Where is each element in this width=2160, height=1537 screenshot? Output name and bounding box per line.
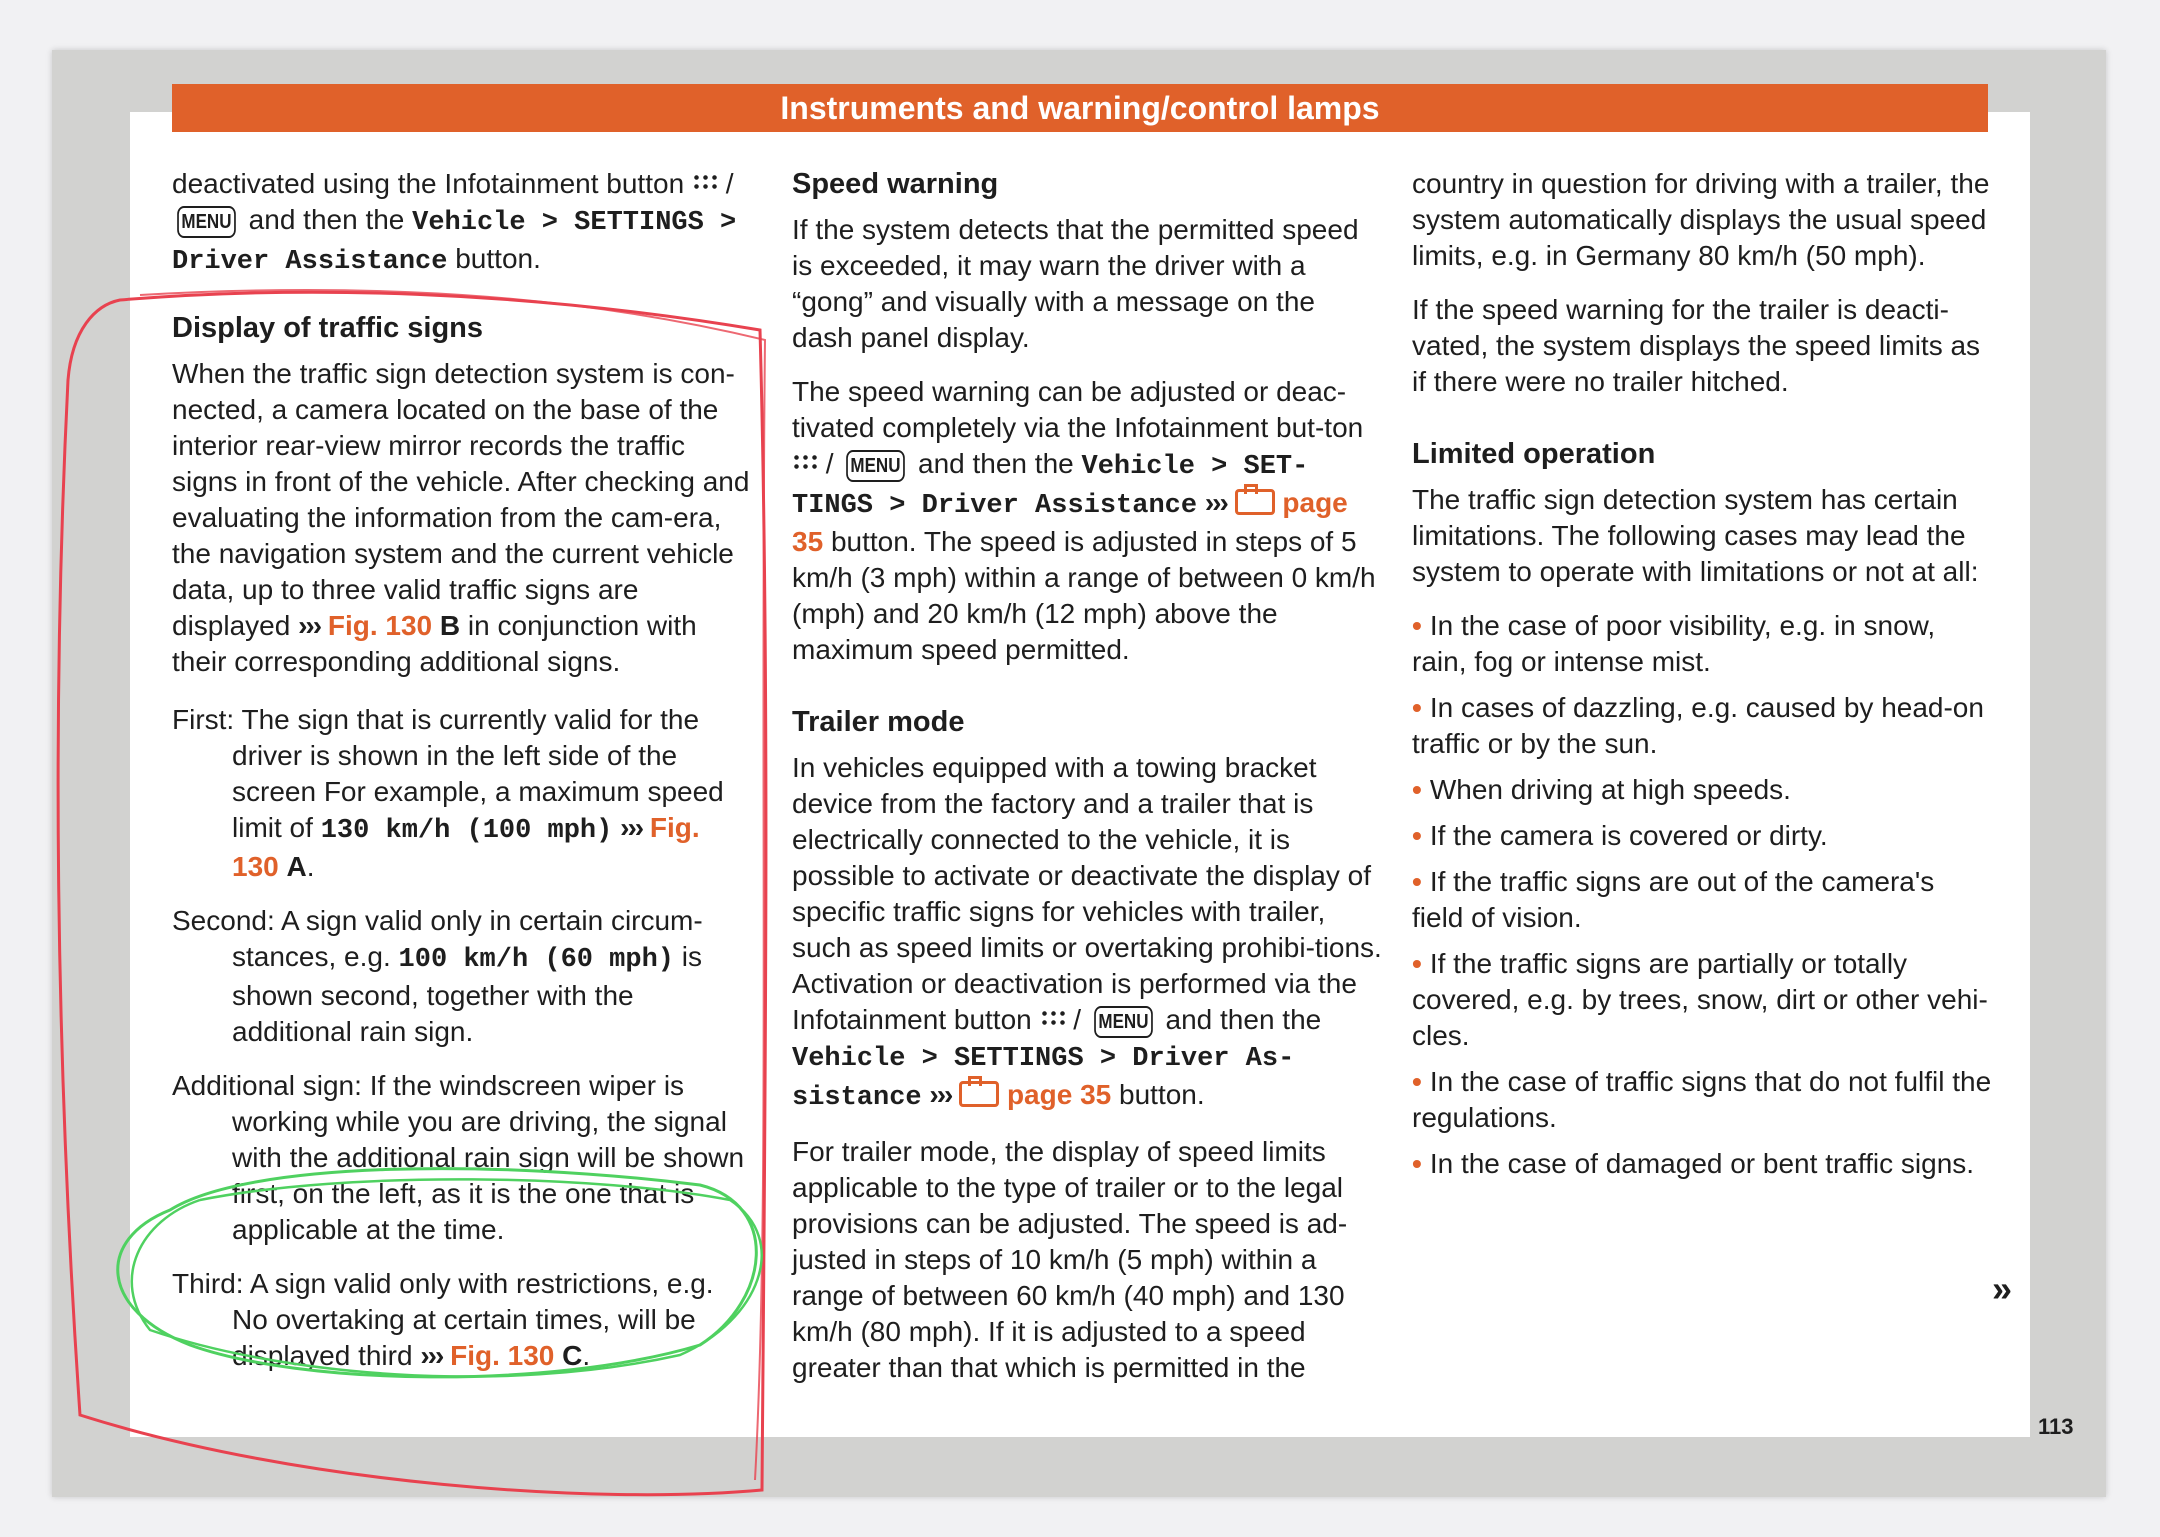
reference-chevron-icon: ››› bbox=[420, 1340, 443, 1371]
speed-paragraph-1: If the system detects that the permitted speed is exceeded, it may warn the driver with a “gong” and visually with a message on the dash panel display. bbox=[792, 214, 1359, 353]
limited-paragraph: The traffic sign detection system has certain limitations. The following cases may lead the system to operate with limitations or not at all: bbox=[1412, 484, 1979, 587]
fig-reference-link[interactable]: Fig. 130 bbox=[450, 1340, 555, 1371]
heading-display-of-traffic-signs: Display of traffic signs bbox=[172, 312, 484, 344]
limitations-list bbox=[1412, 608, 1992, 1182]
list-item: • In cases of dazzling, e.g. caused by head-on traffic or by the sun. bbox=[1412, 690, 1992, 762]
page-reference-link[interactable]: page 35 bbox=[792, 487, 1348, 557]
display-paragraph: When the traffic sign detection system is con-nected, a camera located on the base of the interior rear-view mirror records the traffic signs in front of the vehicle. After checking and evaluating the information from the cam-era, the navigation system and the current vehicle data, up to three valid traffic signs are displayed ››› Fig. 130 B in conjunction with their corresponding additional signs. bbox=[172, 358, 750, 677]
definition-third: Third: A sign valid only with restrictions, e.g. No overtaking at certain times, will be displayed third ››› Fig. 130 C. bbox=[172, 1268, 714, 1371]
heading-trailer-mode: Trailer mode bbox=[792, 706, 965, 738]
page-reference-link[interactable]: page 35 bbox=[1006, 1079, 1112, 1110]
list-item: • In the case of damaged or bent traffic signs. bbox=[1412, 1146, 1992, 1182]
column-1 bbox=[172, 166, 752, 1392]
trailer-paragraph-1: In vehicles equipped with a towing bracket device from the factory and a trailer that is electrically connected to the vehicle, it is possible to activate or deactivate the display of specific traffic signs for vehicles with trailer, such as speed limits or overtaking prohibi-tions. Activation or deactivation is performed via the Infotainment button / MENU and then the Vehicle > SETTINGS > Driver As-sistance ››› page 35 button. bbox=[792, 752, 1382, 1113]
apps-grid-icon bbox=[1040, 1009, 1066, 1027]
menu-key-icon: MENU bbox=[847, 450, 906, 482]
definition-additional-sign: Additional sign: If the windscreen wiper is working while you are driving, the signal with the additional rain sign will be shown first, on the left, as it is the one that is applicable at the time. bbox=[172, 1070, 745, 1245]
page-number: 113 bbox=[2038, 1414, 2074, 1439]
menu-key-icon: MENU bbox=[177, 206, 236, 238]
definition-first: First: The sign that is currently valid for the driver is shown in the left side of the screen For example, a maximum speed limit of 130 km/h (100 mph) ››› Fig. 130 A. bbox=[172, 704, 724, 882]
list-item: • In the case of traffic signs that do not fulfil the regulations. bbox=[1412, 1064, 1992, 1136]
list-item: • If the camera is covered or dirty. bbox=[1412, 818, 1992, 854]
apps-grid-icon bbox=[692, 173, 718, 191]
column-2 bbox=[792, 166, 1382, 1404]
list-item: • If the traffic signs are out of the camera's field of vision. bbox=[1412, 864, 1992, 936]
reference-chevron-icon: ››› bbox=[298, 610, 321, 641]
apps-grid-icon bbox=[792, 453, 818, 471]
list-item: • In the case of poor visibility, e.g. in snow, rain, fog or intense mist. bbox=[1412, 608, 1992, 680]
definition-second: Second: A sign valid only in certain circum-stances, e.g. 100 km/h (60 mph) is shown second, together with the additional rain sign. bbox=[172, 905, 703, 1047]
reference-chevron-icon: ››› bbox=[1204, 487, 1227, 518]
menu-key-icon: MENU bbox=[1094, 1006, 1153, 1038]
book-reference-icon bbox=[959, 1081, 999, 1107]
list-item: • When driving at high speeds. bbox=[1412, 772, 1992, 808]
heading-speed-warning: Speed warning bbox=[792, 168, 999, 200]
heading-limited-operation: Limited operation bbox=[1412, 438, 1656, 470]
trailer-continued-paragraph: country in question for driving with a trailer, the system automatically displays the usual speed limits, e.g. in Germany 80 km/h (50 mph). bbox=[1412, 168, 1990, 271]
fig-reference-link[interactable]: Fig. 130 bbox=[232, 812, 700, 882]
fig-reference-link[interactable]: Fig. 130 bbox=[327, 610, 433, 641]
trailer-paragraph-2: For trailer mode, the display of speed limits applicable to the type of trailer or to the legal provisions can be adjusted. The speed is ad-justed in steps of 10 km/h (5 mph) within a range of between 60 km/h (40 mph) and 130 km/h (80 mph). If it is adjusted to a speed greater than that which is permitted in the bbox=[792, 1136, 1348, 1383]
section-header: Instruments and warning/control lamps bbox=[172, 84, 1988, 132]
list-item: • If the traffic signs are partially or totally covered, e.g. by trees, snow, dirt or other vehi-cles. bbox=[1412, 946, 1992, 1054]
column-3 bbox=[1412, 166, 1992, 1192]
book-reference-icon bbox=[1235, 489, 1275, 515]
reference-chevron-icon: ››› bbox=[929, 1079, 952, 1110]
reference-chevron-icon: ››› bbox=[620, 812, 643, 843]
trailer-deactivated-paragraph: If the speed warning for the trailer is deacti-vated, the system displays the speed limits as if there were no trailer hitched. bbox=[1412, 294, 1981, 397]
continue-icon: » bbox=[1992, 1268, 2013, 1309]
speed-paragraph-2: The speed warning can be adjusted or deac-tivated completely via the Infotainment but-ton / MENU and then the Vehicle > SET-TINGS > Driver Assistance ››› page 35 button. The speed is adjusted in steps of 5 km/h (3 mph) within a range of between 0 km/h (mph) and 20 km/h (12 mph) above the maximum speed permitted. bbox=[792, 376, 1376, 665]
intro-paragraph: deactivated using the Infotainment button / MENU and then the Vehicle > SETTINGS > Driver Assistance button. bbox=[172, 168, 737, 277]
